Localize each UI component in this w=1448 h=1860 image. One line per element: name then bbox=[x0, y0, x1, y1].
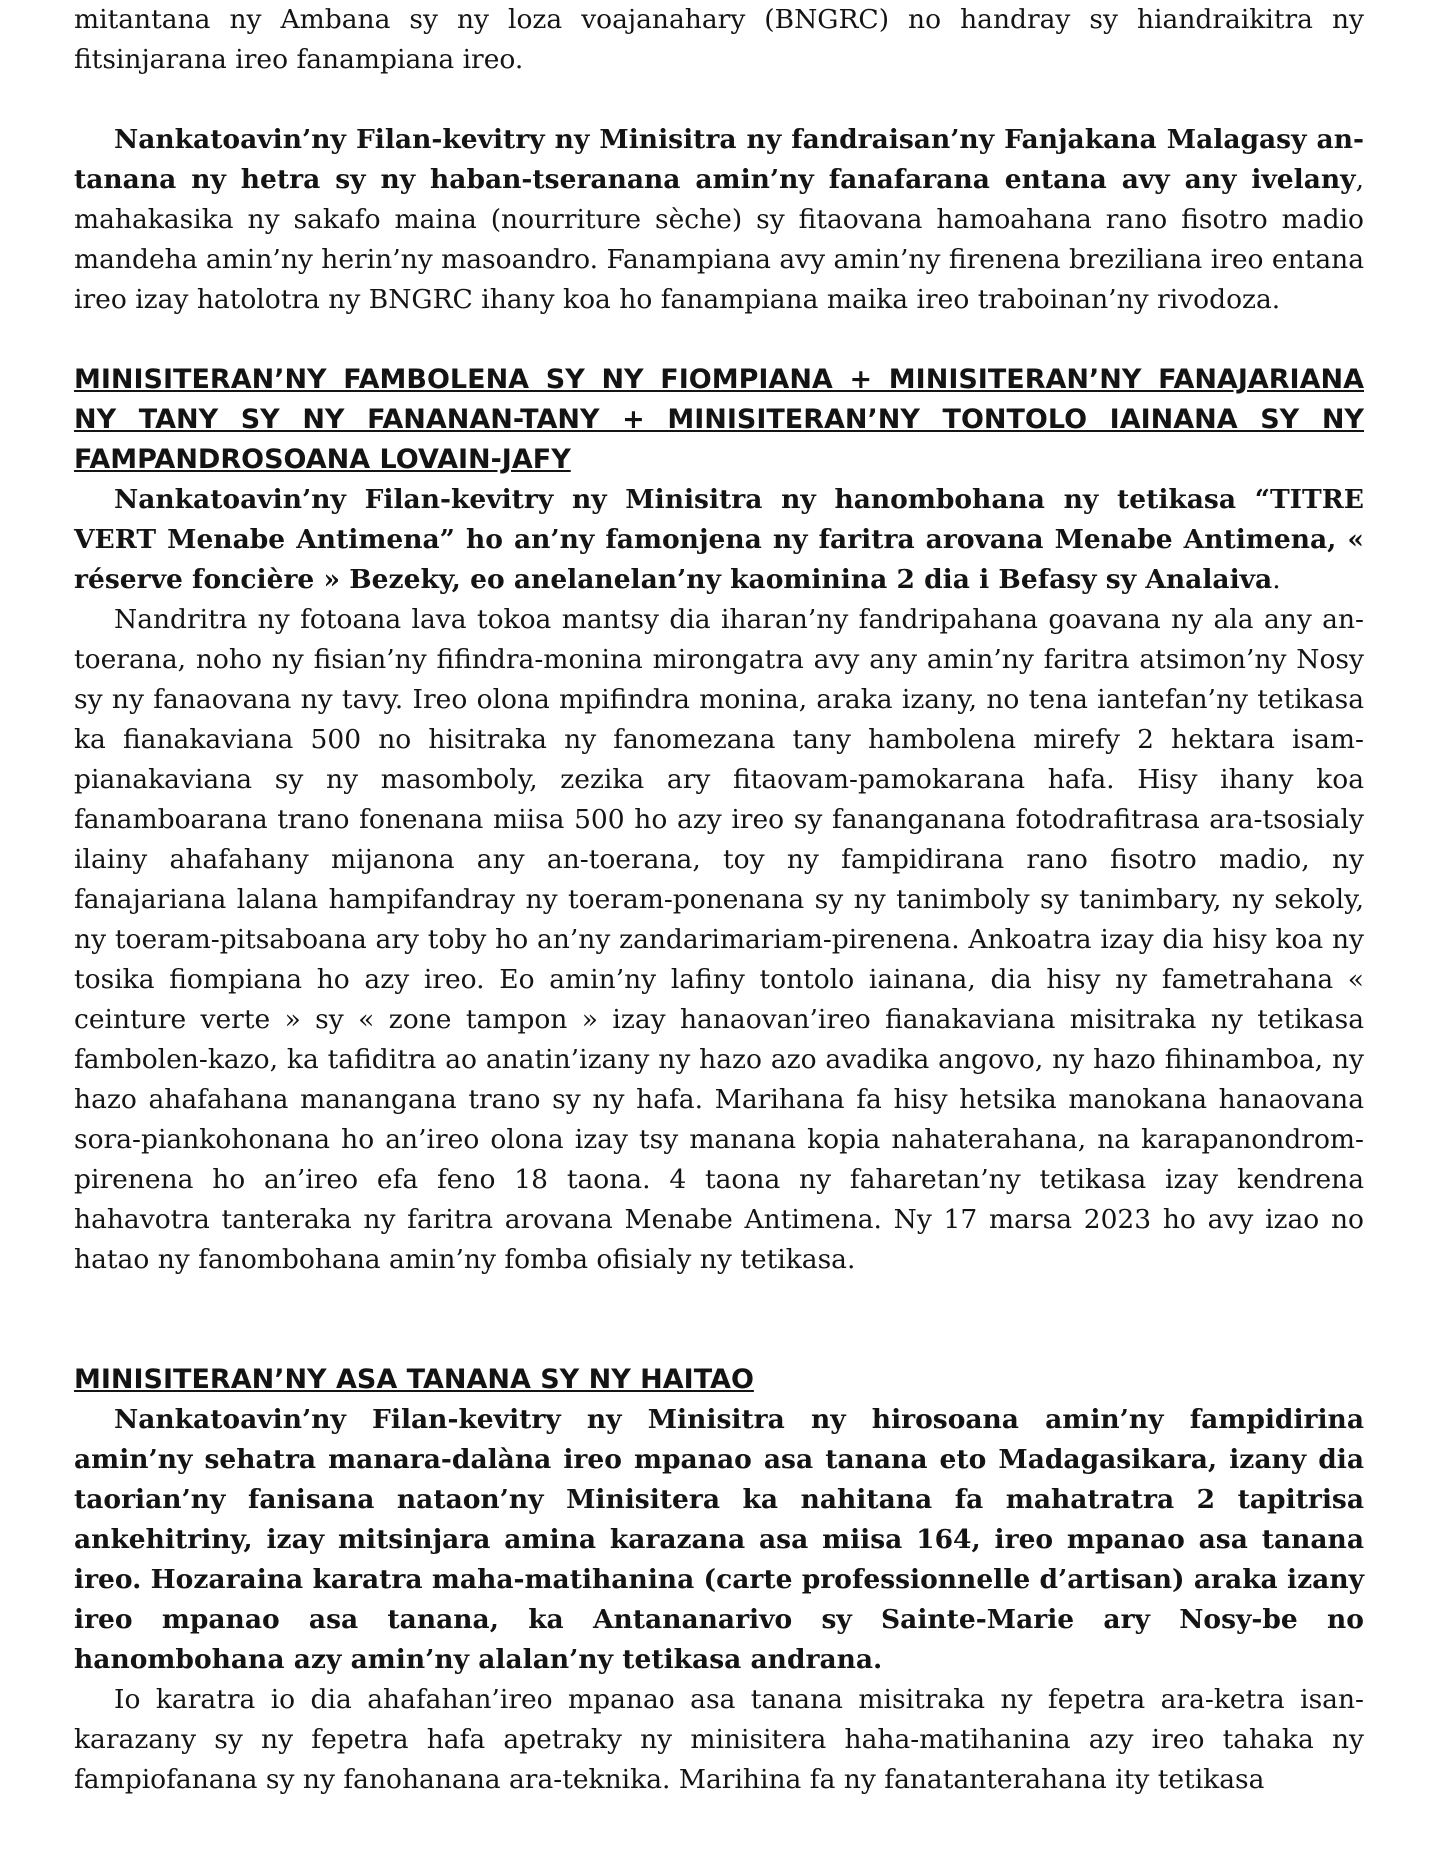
section-body-paragraph: Nandritra ny fotoana lava tokoa mantsy dia iharan’ny fandripahana goavana ny ala any an-toerana, noho ny fisian’ny fifindra-monina mirongatra avy any amin’ny faritra atsimon’ny Nosy sy ny fanaovana ny tavy. Ireo olona mpifindra monina, araka izany, no tena iantefan’ny tetikasa ka fianakaviana 500 no hisitraka ny fanomezana tany hambolena mirefy 2 hektara isam-pianakaviana sy ny masomboly, zezika ary fitaovam-pamokarana hafa. Hisy ihany koa fanamboarana trano fonenana miisa 500 ho azy ireo sy fananganana fotodrafitrasa ara-tsosialy ilainy ahafahany mijanona any an-toerana, toy ny fampidirana rano fisotro madio, ny fanajariana lalana hampifandray ny toeram-ponenana sy ny tanimboly sy tanimbary, ny sekoly, ny toeram-pitsaboana ary toby ho an’ny zandarimariam-pirenena. Ankoatra izay dia hisy koa ny tosika fiompiana ho azy ireo. Eo amin’ny lafiny tontolo iainana, dia hisy ny fametrahana « ceinture verte » sy « zone tampon » izay hanaovan’ireo fianakaviana misitraka ny tetikasa fambolen-kazo, ka tafiditra ao anatin’izany ny hazo azo avadika angovo, ny hazo fihinamboa, ny hazo ahafahana manangana trano sy ny hafa. Marihana fa hisy hetsika manokana hanaovana sora-piankohonana ho an’ireo olona izay tsy manana kopia nahaterahana, na karapanondrom-pirenena ho an’ireo efa feno 18 taona. 4 taona ny faharetan’ny tetikasa izay kendrena hahavotra tanteraka ny faritra arovana Menabe Antimena. Ny 17 marsa 2023 ho avy izao no hatao ny fanombohana amin’ny fomba ofisialy ny tetikasa. bbox=[74, 604, 1364, 1275]
intro-paragraph: mitantana ny Ambana sy ny loza voajanahary (BNGRC) no handray sy hiandraikitra ny fitsinjarana ireo fanampiana ireo. bbox=[74, 4, 1364, 75]
decision-paragraph-tax-exemption bbox=[74, 120, 1364, 320]
decision-bold-end: . bbox=[1272, 564, 1281, 595]
section-heading-handicraft: MINISITERAN’NY ASA TANANA SY NY HAITAO bbox=[74, 1364, 754, 1395]
decision-bold-text: Nankatoavin’ny Filan-kevitry ny Minisitra ny hanombohana ny tetikasa “TITRE VERT Menabe Antimena” ho an’ny famonjena ny faritra arovana Menabe Antimena, « réserve foncière » Bezeky, eo anelanelan’ny kaominina 2 dia i Befasy sy Analaiva bbox=[74, 484, 1364, 595]
spacer bbox=[74, 1280, 1364, 1360]
section-body-paragraph: Io karatra io dia ahafahan’ireo mpanao asa tanana misitraka ny fepetra ara-ketra isan-karazany sy ny fepetra hafa apetraky ny minisitera haha-matihanina azy ireo tahaka ny fampiofanana sy ny fanohanana ara-teknika. Marihina fa ny fanatanterahana ity tetikasa bbox=[74, 1684, 1364, 1795]
decision-body-text: , mahakasika ny sakafo maina (nourriture sèche) sy fitaovana hamoahana rano fisotro madio mandeha amin’ny herin’ny masoandro. Fanampiana avy amin’ny firenena breziliana ireo entana ireo izay hatolotra ny BNGRC ihany koa ho fanampiana maika ireo traboinan’ny rivodoza. bbox=[74, 164, 1364, 315]
spacer bbox=[74, 80, 1364, 120]
document-page bbox=[74, 0, 1364, 1800]
section-heading-agriculture: MINISITERAN’NY FAMBOLENA SY NY FIOMPIANA + MINISITERAN’NY FANAJARIANA NY TANY SY NY FANANAN-TANY + MINISITERAN’NY TONTOLO IAINANA SY NY FAMPANDROSOANA LOVAIN-JAFY bbox=[74, 364, 1364, 475]
decision-paragraph-titre-vert bbox=[74, 480, 1364, 600]
decision-bold-text: Nankatoavin’ny Filan-kevitry ny Minisitra ny fandraisan’ny Fanjakana Malagasy an-tanana ny hetra sy ny haban-tseranana amin’ny fanafarana entana avy any ivelany bbox=[74, 124, 1364, 195]
decision-paragraph-artisans: Nankatoavin’ny Filan-kevitry ny Minisitra ny hirosoana amin’ny fampidirina amin’ny sehatra manara-dalàna ireo mpanao asa tanana eto Madagasikara, izany dia taorian’ny fanisana nataon’ny Minisitera ka nahitana fa mahatratra 2 tapitrisa ankehitriny, izay mitsinjara amina karazana asa miisa 164, ireo mpanao asa tanana ireo. Hozaraina karatra maha-matihanina (carte professionnelle d’artisan) araka izany ireo mpanao asa tanana, ka Antananarivo sy Sainte-Marie ary Nosy-be no hanombohana azy amin’ny alalan’ny tetikasa andrana. bbox=[74, 1404, 1364, 1675]
spacer bbox=[74, 320, 1364, 360]
